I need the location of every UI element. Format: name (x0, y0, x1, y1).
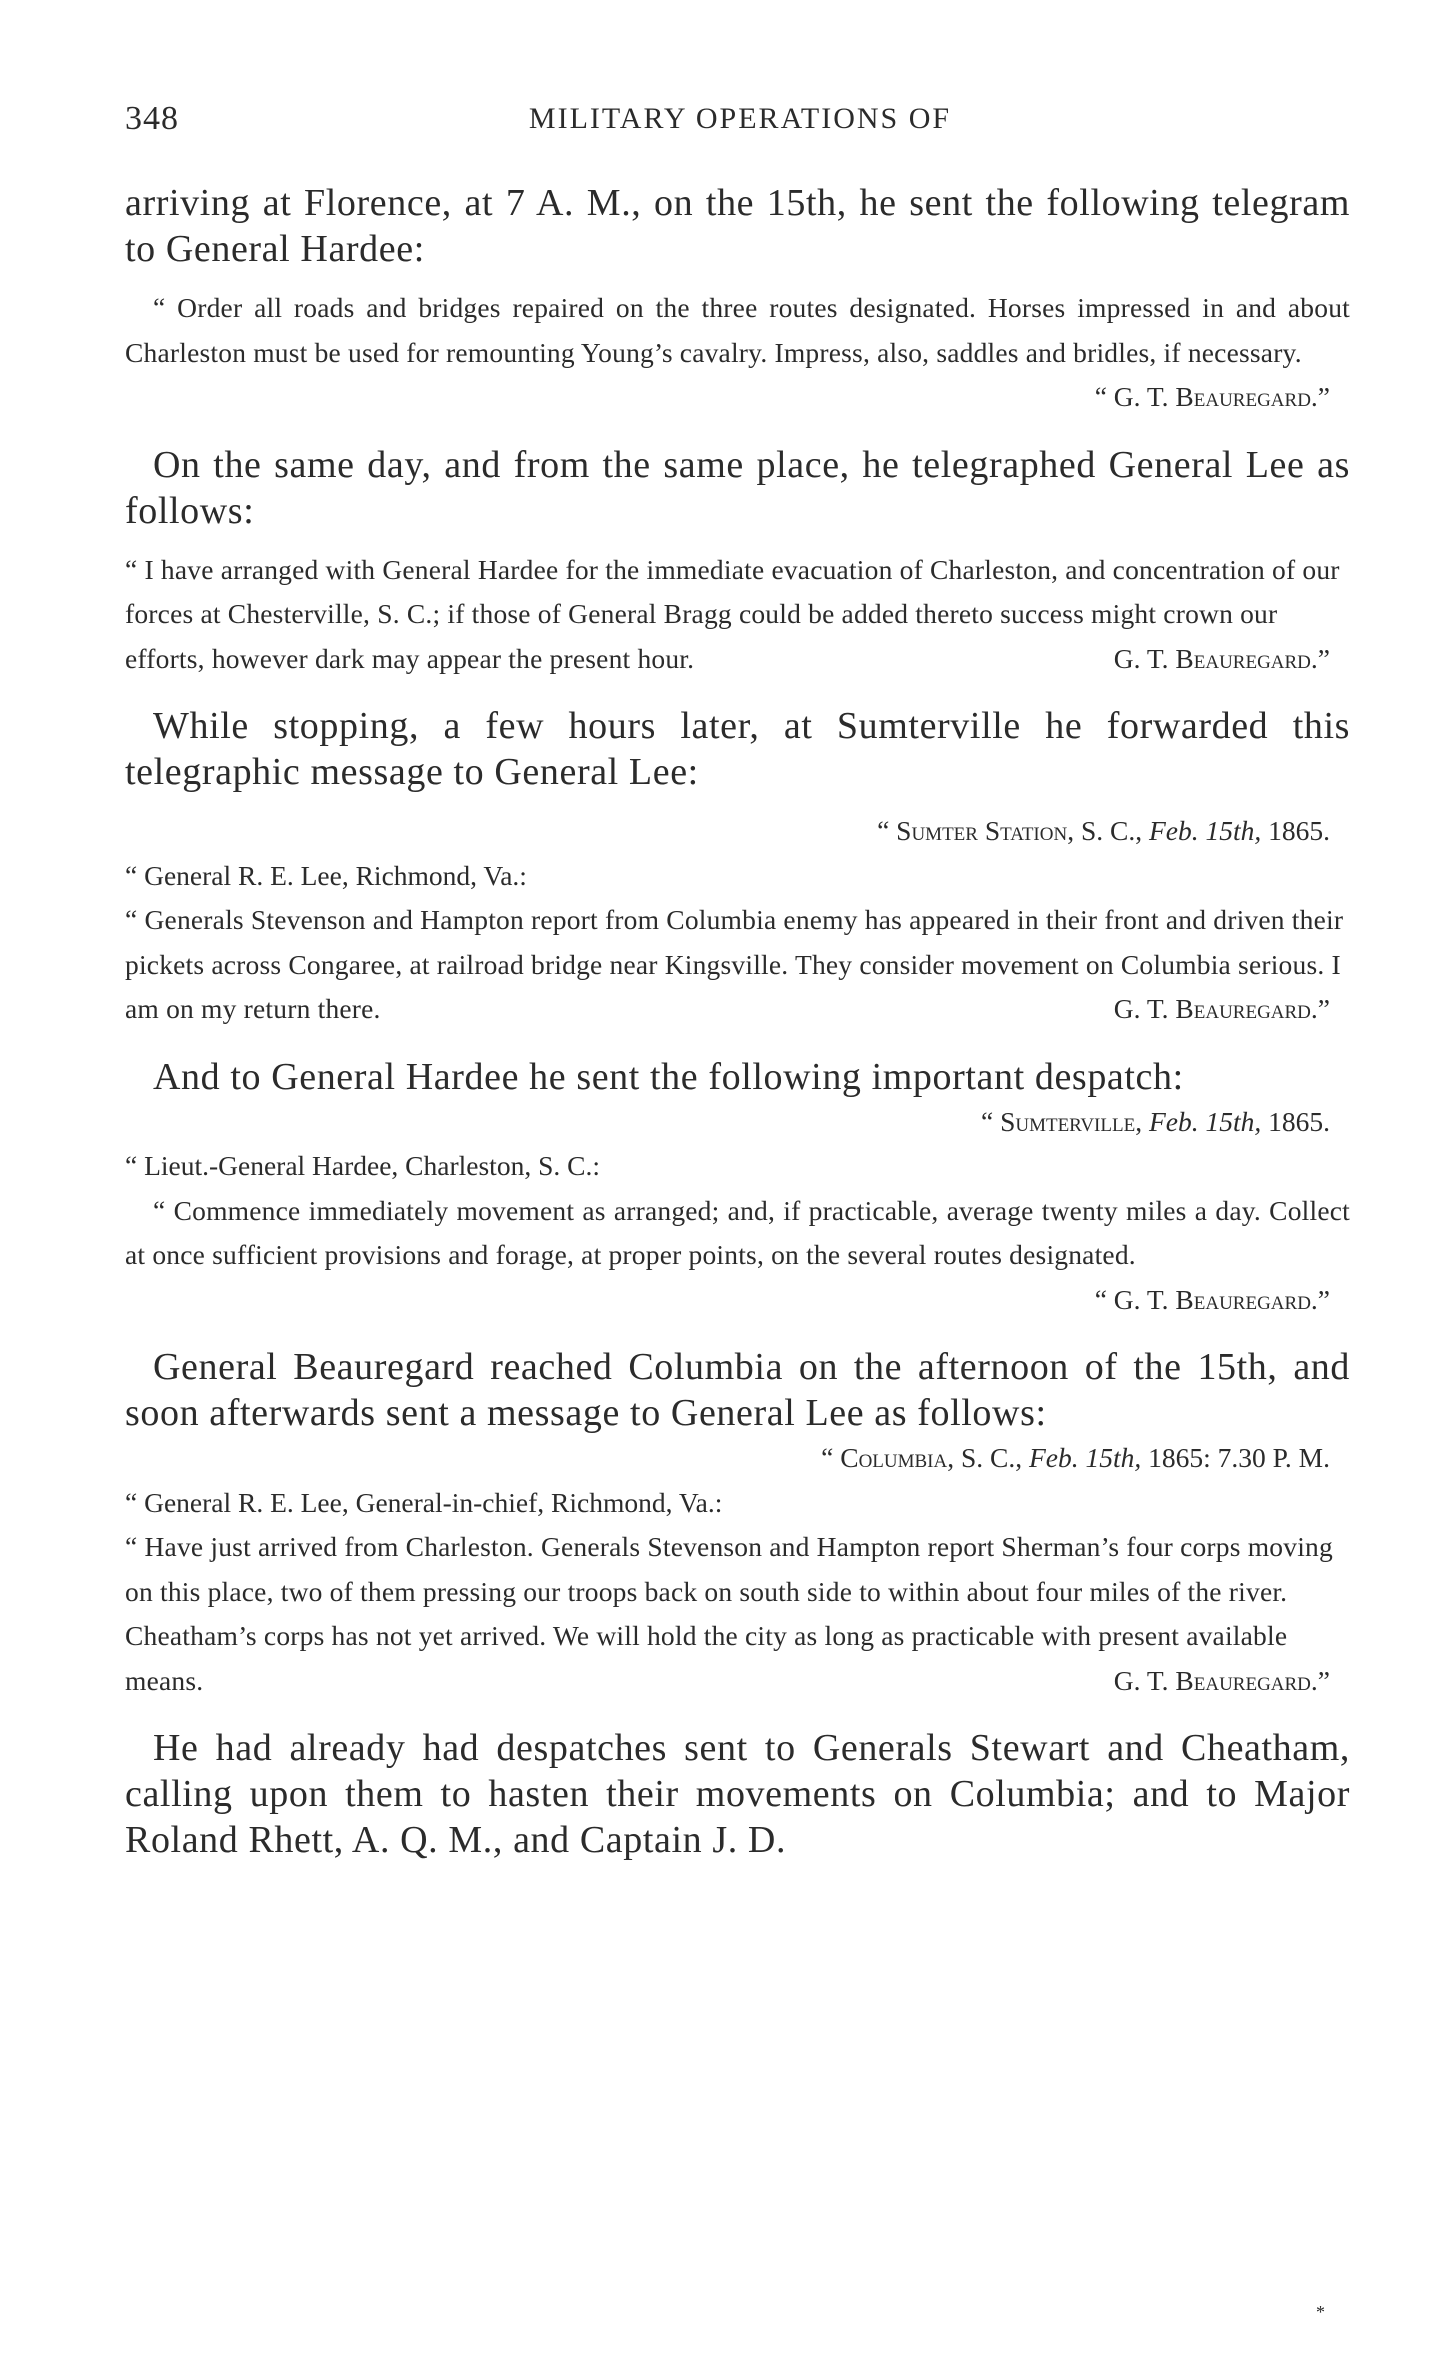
message-lee-text: “ Have just arrived from Charleston. Generals Stevenson and Hampton report Sherman’s four corps moving on this place, two of them pressing our troops back on south side to within about four miles of the river. Cheatham’s corps has not yet arrived. We will hold the city as long as practicable with present available means. (125, 1531, 1333, 1696)
page-header (125, 100, 1355, 150)
paragraph-3: While stopping, a few hours later, at Sumterville he forwarded this telegraphic message to General Lee: (125, 705, 1350, 793)
telegram-lee-2-text: “ Generals Stevenson and Hampton report from Columbia enemy has appeared in their front and driven their pickets across Congaree, at railroad bridge near Kingsville. They consider movement on Columbia serious. I am on my return there. (125, 904, 1344, 1024)
telegram-lee-1 (125, 548, 1350, 682)
telegram-lee-2-dateline (125, 809, 1350, 854)
dateline-date: Feb. 15th, (1148, 815, 1262, 846)
message-lee (125, 1525, 1350, 1703)
dateline-place: “ Sumter Station, S. C., (877, 815, 1149, 846)
paragraph-4: And to General Hardee he sent the following important despatch: (153, 1055, 1184, 1098)
paragraph-1: arriving at Florence, at 7 A. M., on the 15th, he sent the following telegram to General Hardee: (125, 182, 1350, 270)
telegram-hardee-text: “ Order all roads and bridges repaired on the three routes designated. Horses impressed in and about Charleston must be used for remounting Young’s cavalry. Impress, also, saddles and bridles, if necessary. (125, 292, 1350, 368)
despatch-hardee-text: “ Commence immediately movement as arranged; and, if practicable, average twenty miles a day. Collect at once sufficient provisions and forage, at proper points, on the several routes designated. (125, 1194, 1350, 1270)
dateline-year: 1865. (1261, 1105, 1330, 1137)
page-number: 348 (125, 100, 179, 137)
dateline-year: 1865. (1261, 815, 1330, 846)
message-lee-signature: G. T. Beauregard.” (1113, 1664, 1330, 1696)
dateline-year: 1865: 7.30 P. M. (1141, 1442, 1330, 1473)
body-text (125, 180, 1350, 1863)
dateline-date: Feb. 15th, (1148, 1105, 1262, 1137)
paragraph-6: He had already had despatches sent to Generals Stewart and Cheatham, calling upon them to hasten their movements on Columbia; and to Major Roland Rhett, A. Q. M., and Captain J. D. (125, 1727, 1350, 1861)
dateline-date: Feb. 15th, (1029, 1442, 1142, 1473)
running-head: MILITARY OPERATIONS OF (528, 102, 952, 135)
telegram-hardee-signature: “ G. T. Beauregard.” (1094, 381, 1330, 412)
dateline-place: “ Sumterville, (980, 1105, 1149, 1137)
telegram-lee-2-signature: G. T. Beauregard.” (1113, 993, 1330, 1024)
telegram-lee-1-text: “ I have arranged with General Hardee for the immediate evacuation of Charleston, and concentration of our forces at Chesterville, S. C.; if those of General Bragg could be added thereto success might crown our efforts, however dark may appear the present hour. (125, 553, 1340, 674)
despatch-hardee-signature: “ G. T. Beauregard.” (1094, 1283, 1330, 1315)
telegram-lee-2-address: “ General R. E. Lee, Richmond, Va.: (125, 859, 527, 891)
despatch-hardee-address: “ Lieut.-General Hardee, Charleston, S. C.: (125, 1150, 600, 1181)
paragraph-2: On the same day, and from the same place, he telegraphed General Lee as follows: (125, 443, 1350, 532)
paragraph-5: General Beauregard reached Columbia on the afternoon of the 15th, and soon afterwards sent a message to General Lee as follows: (125, 1346, 1350, 1434)
printer-mark: * (1316, 2302, 1325, 2322)
message-lee-address: “ General R. E. Lee, General-in-chief, Richmond, Va.: (125, 1486, 723, 1518)
telegram-lee-1-signature: G. T. Beauregard.” (1113, 642, 1330, 674)
telegram-lee-2 (125, 898, 1350, 1032)
dateline-place: “ Columbia, S. C., (821, 1442, 1029, 1473)
despatch-hardee-dateline (125, 1100, 1350, 1145)
message-lee-dateline (125, 1436, 1350, 1481)
